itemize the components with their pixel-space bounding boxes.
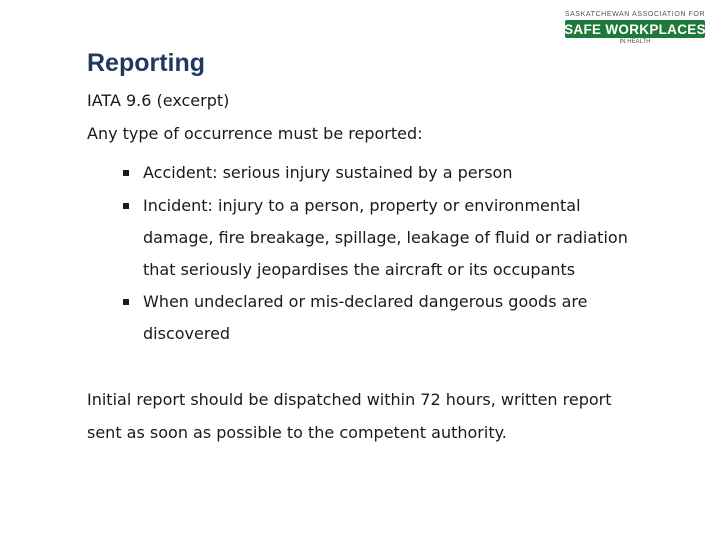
bullet-2-line-2: damage, fire breakage, spillage, leakage of fluid or radiation [143, 228, 628, 247]
bullet-marker [123, 299, 129, 305]
bullet-2-line-1: Incident: injury to a person, property or environmental [143, 196, 581, 215]
slide-title: Reporting [87, 49, 206, 77]
logo-banner [565, 20, 705, 38]
bullet-3-line-2: discovered [143, 324, 231, 343]
bullet-2-line-3: that seriously jeopardises the aircraft or its occupants [143, 260, 576, 279]
bullet-3-line-1: When undeclared or mis-declared dangerous goods are [143, 292, 588, 311]
logo-bottom-text: IN HEALTH [619, 39, 651, 45]
bullet-1-line-1: Accident: serious injury sustained by a person [143, 163, 513, 182]
bullet-marker [123, 203, 129, 209]
closing-line-2: sent as soon as possible to the competent authority. [87, 423, 507, 442]
intro-text: Any type of occurrence must be reported: [87, 124, 423, 143]
closing-line-1: Initial report should be dispatched within 72 hours, written report [87, 390, 612, 409]
logo-top-text: SASKATCHEWAN ASSOCIATION FOR [564, 11, 706, 18]
bullet-marker [123, 170, 129, 176]
safe-workplaces-logo [562, 11, 708, 45]
subtitle: IATA 9.6 (excerpt) [87, 91, 230, 110]
logo-main-text: SAFE WORKPLACES [564, 21, 706, 37]
